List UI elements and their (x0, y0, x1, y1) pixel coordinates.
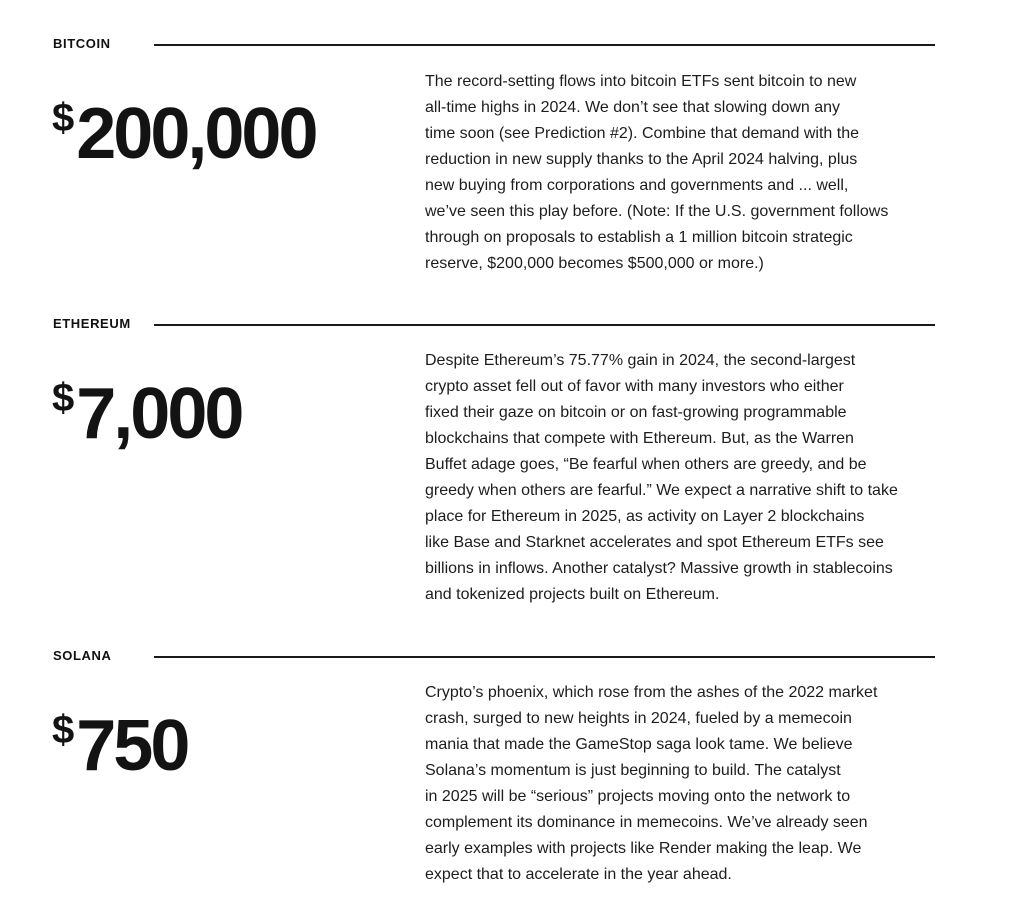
text-line: greedy when others are fearful.” We expect a narrative shift to take (425, 482, 898, 499)
text-line: Solana’s momentum is just beginning to build. The catalyst (425, 762, 841, 779)
text-line: fixed their gaze on bitcoin or on fast-growing programmable (425, 404, 847, 421)
section-description (425, 680, 937, 888)
text-line: mania that made the GameStop saga look tame. We believe (425, 736, 853, 753)
text-line: new buying from corporations and governments and ... well, (425, 177, 849, 194)
section-label: ETHEREUM (53, 316, 131, 331)
section-label: SOLANA (53, 648, 112, 663)
text-line: place for Ethereum in 2025, as activity on Layer 2 blockchains (425, 508, 865, 525)
currency-symbol: $ (52, 96, 75, 140)
text-line: The record-setting flows into bitcoin ETFs sent bitcoin to new (425, 73, 857, 90)
text-line: early examples with projects like Render making the leap. We (425, 840, 862, 857)
price-target (52, 80, 316, 172)
price-value: 200,000 (76, 94, 316, 174)
text-line: reduction in new supply thanks to the April 2024 halving, plus (425, 151, 858, 168)
text-line: complement its dominance in memecoins. We’ve already seen (425, 814, 868, 831)
price-target (52, 692, 187, 784)
section-description (425, 69, 937, 277)
text-line: and tokenized projects built on Ethereum. (425, 586, 720, 603)
text-line: crypto asset fell out of favor with many investors who either (425, 378, 844, 395)
text-line: crash, surged to new heights in 2024, fueled by a memecoin (425, 710, 852, 727)
text-line: in 2025 will be “serious” projects moving onto the network to (425, 788, 851, 805)
price-target (52, 360, 241, 452)
price-value: 7,000 (76, 374, 242, 454)
text-line: Buffet adage goes, “Be fearful when others are greedy, and be (425, 456, 867, 473)
currency-symbol: $ (52, 708, 75, 752)
section-divider (154, 656, 935, 658)
section-divider (154, 44, 935, 46)
text-line: Despite Ethereum’s 75.77% gain in 2024, the second-largest (425, 352, 856, 369)
text-line: all-time highs in 2024. We don’t see that slowing down any (425, 99, 841, 116)
text-line: we’ve seen this play before. (Note: If the U.S. government follows (425, 203, 889, 220)
text-line: reserve, $200,000 becomes $500,000 or more.) (425, 255, 764, 272)
text-line: through on proposals to establish a 1 million bitcoin strategic (425, 229, 853, 246)
price-value: 750 (76, 706, 188, 786)
section-label: BITCOIN (53, 36, 111, 51)
text-line: Crypto’s phoenix, which rose from the ashes of the 2022 market (425, 684, 878, 701)
section-divider (154, 324, 935, 326)
text-line: expect that to accelerate in the year ahead. (425, 866, 732, 883)
text-line: billions in inflows. Another catalyst? Massive growth in stablecoins (425, 560, 893, 577)
section-description (425, 348, 937, 608)
text-line: like Base and Starknet accelerates and spot Ethereum ETFs see (425, 534, 884, 551)
text-line: time soon (see Prediction #2). Combine that demand with the (425, 125, 860, 142)
text-line: blockchains that compete with Ethereum. But, as the Warren (425, 430, 854, 447)
currency-symbol: $ (52, 376, 75, 420)
